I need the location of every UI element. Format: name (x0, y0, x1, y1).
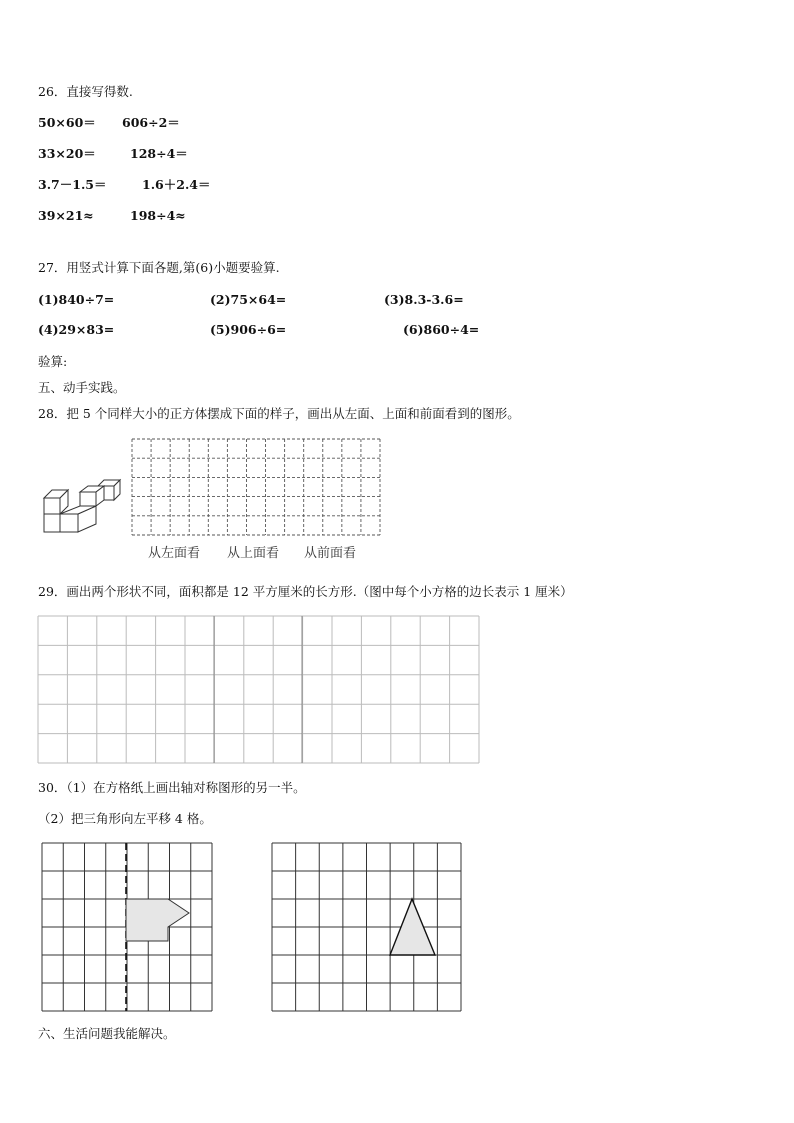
q30-part-2: （2）把三角形向左平移 4 格。 (38, 811, 212, 826)
q27-item-5: (5)906÷6= (210, 322, 287, 337)
q26-expr-1a: 50×60＝ (38, 115, 96, 130)
symmetry-grid (42, 843, 212, 1011)
translation-grid (272, 843, 461, 1011)
rectangle-drawing-grid (38, 616, 479, 763)
q26-expr-1b: 606÷2＝ (122, 115, 180, 130)
q26-expr-3b: 1.6＋2.4＝ (142, 177, 211, 192)
views-dotted-grid (132, 439, 380, 535)
q27-check-label: 验算: (38, 354, 68, 369)
q27-item-6: (6)860÷4= (403, 322, 480, 337)
q29-title: 29．画出两个形状不同，面积都是 12 平方厘米的长方形.（图中每个小方格的边长表示 1 厘米） (38, 584, 573, 599)
cube-stack-figure (40, 478, 120, 538)
section-5-heading: 五、动手实践。 (38, 380, 126, 395)
view-label-left: 从左面看 (148, 546, 201, 561)
q26-expr-2a: 33×20＝ (38, 146, 96, 161)
q27-item-4: (4)29×83= (38, 322, 115, 337)
section-6-heading: 六、生活问题我能解决。 (38, 1026, 176, 1041)
q30-part-1: 30．（1）在方格纸上画出轴对称图形的另一半。 (38, 780, 306, 795)
q26-expr-3a: 3.7－1.5＝ (38, 177, 107, 192)
half-shape (126, 899, 189, 941)
q26-expr-2b: 128÷4＝ (130, 146, 188, 161)
q27-item-1: (1)840÷7= (38, 292, 115, 307)
view-label-top: 从上面看 (227, 546, 280, 561)
q26-title: 26．直接写得数. (38, 84, 133, 99)
q27-item-2: (2)75×64= (210, 292, 287, 307)
q27-title: 27．用竖式计算下面各题,第(6)小题要验算. (38, 260, 280, 275)
q27-item-3: (3)8.3-3.6= (384, 292, 464, 307)
q26-expr-4a: 39×21≈ (38, 208, 94, 223)
q28-title: 28．把 5 个同样大小的正方体摆成下面的样子，画出从左面、上面和前面看到的图形。 (38, 406, 520, 421)
view-label-front: 从前面看 (304, 546, 357, 561)
q26-expr-4b: 198÷4≈ (130, 208, 186, 223)
